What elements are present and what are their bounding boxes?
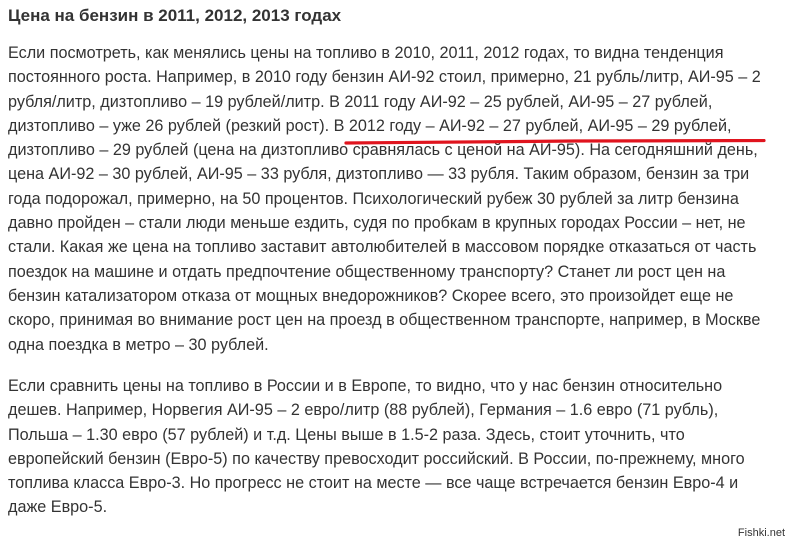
text-line: Польша – 1.30 евро (57 рублей) и т.д. Цены выше в 1.5-2 раза. Здесь, стоит уточнить, что: [8, 425, 685, 444]
text-line: стали. Какая же цена на топливо заставит автолюбителей в массовом порядке отказаться от часть: [8, 238, 757, 257]
text-line: бензин катализатором отказа от мощных внедорожников? Скорее всего, это произойдет еще не: [8, 286, 734, 305]
text-line: рубля/литр, дизтопливо – 19 рублей/литр. В 2011 году АИ-92 – 25 рублей, АИ-95 – 27 рублей,: [8, 92, 713, 111]
text-line: скоро, принимая во внимание рост цен на проезд в общественном транспорте, например, в Москве: [8, 311, 761, 330]
text-line: дешев. Например, Норвегия АИ-95 – 2 евро/литр (88 рублей), Германия – 1.6 евро (71 рубль),: [8, 401, 719, 420]
text-line: одна поездка в метро – 30 рублей.: [8, 335, 269, 354]
article-title: Цена на бензин в 2011, 2012, 2013 годах: [8, 6, 342, 25]
text-line: поездок на машине и отдать предпочтение общественному транспорту? Станет ли рост цен на: [8, 262, 726, 281]
text-line: давно пройден – стали люди меньше ездить, судя по пробкам в крупных городах России – нет, не: [8, 214, 746, 233]
text-line: цена АИ-92 – 30 рублей, АИ-95 – 33 рубля, дизтопливо — 33 рубля. Таким образом, бензин за три: [8, 165, 750, 184]
text-line: даже Евро-5.: [8, 498, 108, 517]
text-line: Если сравнить цены на топливо в России и в Европе, то видно, что у нас бензин относительно: [8, 377, 723, 395]
red-underline-highlight: [344, 139, 766, 145]
text-line: дизтопливо – 29 рублей (цена на дизтопливо сравнялась с ценой на АИ-95). На сегодняшний день,: [8, 141, 758, 160]
text-line: топлива класса Евро-3. Но прогресс не стоит на месте — все чаще встречается бензин Евро-4 и: [8, 474, 739, 493]
text-line: Если посмотреть, как менялись цены на топливо в 2010, 2011, 2012 годах, то видна тенденция: [8, 44, 724, 62]
text-line: европейский бензин (Евро-5) по качеству превосходит российский. В России, по-прежнему, много: [8, 449, 745, 468]
article-paragraph-prices-history: [8, 41, 793, 357]
site-watermark: Fishki.net: [737, 527, 785, 539]
text-line: дизтопливо – уже 26 рублей (резкий рост). В 2012 году – АИ-92 – 27 рублей, АИ-95 – 29 рублей,: [8, 116, 732, 135]
text-line: постоянного роста. Например, в 2010 году бензин АИ-92 стоил, примерно, 21 рубль/литр, АИ-95 – 2: [8, 68, 761, 87]
article-paragraph-europe-comparison: [8, 374, 793, 520]
text-line: года подорожал, примерно, на 50 процентов. Психологический рубеж 30 рублей за литр бензина: [8, 189, 739, 208]
